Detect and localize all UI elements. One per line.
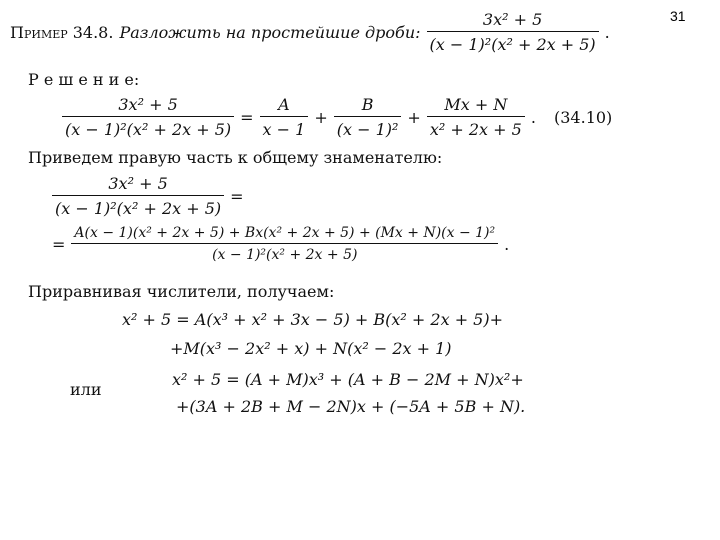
eq4-line-1: x² + 5 = (A + M)x³ + (A + B − 2M + N)x²+ bbox=[172, 370, 524, 389]
eq3-line-1: x² + 5 = A(x³ + x² + 3x − 5) + B(x² + 2x + 5)+ bbox=[122, 310, 504, 329]
eq1-plus-2: + bbox=[407, 107, 421, 127]
example-fraction-denominator: (x − 1)²(x² + 2x + 5) bbox=[427, 31, 599, 54]
eq1-period: . bbox=[530, 107, 536, 127]
example-task: Разложить на простейшие дроби: bbox=[119, 22, 421, 42]
eq1-term-b-numerator: B bbox=[361, 95, 374, 114]
equation-tag: (34.10) bbox=[554, 108, 613, 127]
eq2-rhs-denominator: (x − 1)²(x² + 2x + 5) bbox=[71, 243, 498, 263]
eq3-line-2: +M(x³ − 2x² + x) + N(x² − 2x + 1) bbox=[170, 339, 452, 358]
solution-label: Р е ш е н и е: bbox=[28, 70, 140, 89]
numerators-text: Приравнивая числители, получаем: bbox=[28, 282, 335, 301]
example-label: Пример 34.8. bbox=[10, 22, 114, 42]
common-denominator-text: Приведем правую часть к общему знаменателю: bbox=[28, 148, 443, 167]
example-period: . bbox=[604, 22, 610, 42]
eq1-term-a-numerator: A bbox=[278, 95, 290, 114]
eq1-term-mn bbox=[427, 95, 525, 139]
eq1-term-mn-numerator: Mx + N bbox=[444, 95, 508, 114]
example-fraction bbox=[427, 10, 599, 54]
eq2-rhs-fraction bbox=[71, 225, 498, 263]
eq1-term-b bbox=[334, 95, 402, 139]
eq4-line-2: +(3A + 2B + M − 2N)x + (−5A + 5B + N). bbox=[176, 397, 526, 416]
or-label: или bbox=[70, 380, 102, 399]
eq2-lhs-fraction bbox=[52, 174, 224, 218]
example-fraction-numerator: 3x² + 5 bbox=[482, 10, 543, 29]
eq2-lhs-numerator: 3x² + 5 bbox=[108, 174, 168, 193]
eq1-lhs-numerator: 3x² + 5 bbox=[118, 95, 178, 114]
eq2-equals-2: = bbox=[52, 234, 66, 254]
equation-common-denominator-lhs bbox=[52, 174, 244, 218]
eq2-equals-1: = bbox=[230, 186, 244, 206]
example-header bbox=[10, 10, 610, 54]
eq1-equals: = bbox=[240, 107, 254, 127]
eq2-rhs-numerator: A(x − 1)(x² + 2x + 5) + Bx(x² + 2x + 5) + (Mx + N)(x − 1)² bbox=[74, 225, 496, 241]
eq2-period: . bbox=[504, 234, 510, 254]
eq1-lhs-fraction bbox=[62, 95, 234, 139]
eq1-term-mn-denominator: x² + 2x + 5 bbox=[427, 116, 525, 139]
equation-common-denominator-rhs bbox=[52, 225, 509, 263]
eq2-lhs-denominator: (x − 1)²(x² + 2x + 5) bbox=[52, 195, 224, 218]
eq1-plus-1: + bbox=[314, 107, 328, 127]
page-number: 31 bbox=[670, 8, 686, 24]
eq1-term-a bbox=[260, 95, 309, 139]
equation-34-10 bbox=[62, 95, 536, 139]
eq1-term-a-denominator: x − 1 bbox=[260, 116, 309, 139]
eq1-lhs-denominator: (x − 1)²(x² + 2x + 5) bbox=[62, 116, 234, 139]
eq1-term-b-denominator: (x − 1)² bbox=[334, 116, 402, 139]
